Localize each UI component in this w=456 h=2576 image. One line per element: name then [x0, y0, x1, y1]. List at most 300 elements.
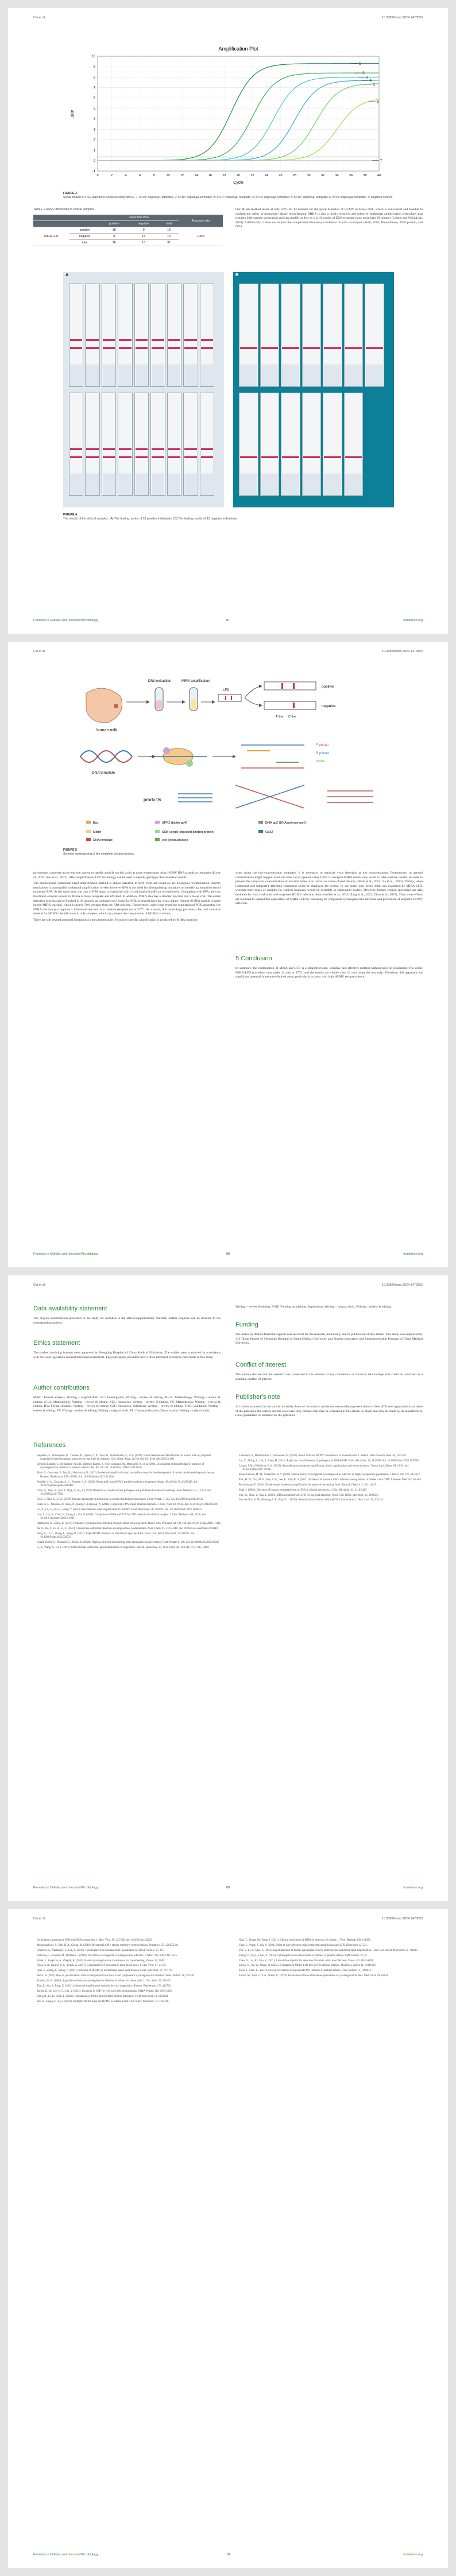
test-line [86, 448, 98, 450]
funding-heading: Funding [235, 1321, 258, 1328]
x-tick-label: 30 [307, 174, 311, 177]
lfd-strip [150, 284, 165, 387]
reference-item: Li, R., Wang, X., Lu, J. (2022). Multi-enzyme isothermal rapid amplification in diagnostics. Microb. Biotechnol. 15, 1812-1820. doi: 10.1111/1751-7915.14001 [37, 1546, 210, 1549]
x-tick-label: 14 [194, 174, 198, 177]
reference-item: Zheng, H., Xu, W., Wang, M. (2023). Evaluation of MIRA-LFD for CMV in clinical samples. Microbiol. Spectr. 11, e0321022. [239, 1964, 376, 1968]
figure-5-caption [63, 848, 393, 856]
lfd-strip [281, 393, 300, 496]
sample-pad [282, 474, 299, 495]
sample-pad [303, 364, 320, 386]
paragraph: The authors declare that the research was conducted in the absence of any commercial or financial relationships that could be construed as a potential conflict of interest. [235, 1373, 423, 1381]
table-head-accuracy: Accuracy rate [179, 215, 223, 227]
table-cell: 18 [100, 240, 128, 246]
lfd-strip [302, 284, 322, 387]
control-line [324, 456, 341, 458]
running-header [33, 1283, 423, 1289]
contributions-continued [235, 1305, 423, 1312]
reference-item: Gu, X., Lu, C., Liu, H., Wang, Y. (2023). Recombinase aided amplification for HCMV. Front. Microbiol. 14, 1128731. doi: 10.3389/fmicb.2023.1128731 [37, 1508, 202, 1511]
sample-pad [86, 474, 98, 495]
figure-3-plot [63, 42, 393, 187]
footer-journal: Frontiers in Cellular and Infection Microbiology [33, 2553, 99, 2556]
reference-item: Zuhair, M., Smit, G. S. A., Wallis, G. (2019). Estimation of the worldwide seroprevalence of cytomegalovirus. Rev. Med. Virol. 29, e2034. [239, 1974, 389, 1978]
x-tick-label: 10 [166, 174, 170, 177]
page-08-left-column [33, 871, 221, 925]
sample-pad [184, 364, 196, 386]
x-tick-label: 2 [110, 174, 113, 177]
legend-item: DNA gp2 (DNA polymerase I) [265, 821, 307, 825]
doi-line: 10.3389/fcimb.2024.1470553 [381, 1917, 423, 1921]
table-head-blank [33, 221, 100, 227]
lfd-strip [85, 284, 99, 387]
table-1 [33, 215, 223, 246]
control-line [103, 456, 115, 458]
x-tick-label: 26 [279, 174, 283, 177]
footer-journal: Frontiers in Cellular and Infection Microbiology [33, 1886, 99, 1890]
paragraph: All claims expressed in this article are solely those of the authors and do not necessarily represent those of their affiliated organizations, or those of the publisher, the editors and the reviewers. Any product that may be evaluated in this article, or claim that may be made by its manufacturer, is not guaranteed or endorsed by the publisher. [235, 1405, 423, 1418]
lfd-strip [69, 393, 83, 496]
figure-5-caption-text: Scheme summarizing of the complete testing process. [63, 852, 135, 856]
control-line [70, 347, 82, 349]
lfd-strips-negative [239, 284, 388, 502]
y-tick-label: 3 [93, 128, 95, 132]
sample-pad [261, 364, 279, 386]
x-tick-label: 24 [264, 174, 269, 177]
x-tick-label: 6 [138, 174, 141, 177]
control-line [86, 456, 98, 458]
test-line [152, 448, 164, 450]
reference-item: Lobato, I. M., O'Sullivan, C. K. (2018). Recombinase polymerase amplification: basics, applications and recent advances. Trends Anal. Chem. 98, 19-35. doi: 10.1016/j.trac.2017.10.015 [239, 1464, 409, 1472]
test-line [201, 339, 213, 341]
y-tick-label: 2 [93, 138, 95, 142]
lfd-strip [69, 284, 83, 387]
x-tick-label: 22 [250, 174, 254, 177]
y-tick-label: 4 [93, 118, 95, 122]
lfd-strip [260, 284, 280, 387]
reference-item: Jiang, B., Li, T., Zhang, L., Wang, R. (2022). Rapid HCMV detection in dried blood spots by RAA. Front. Cell. Infect. Microbiol. 12, 921035. doi: 10.3389/fcimb.2022.921035 [37, 1532, 195, 1539]
footer-site: frontiersin.org [403, 2553, 423, 2556]
x-tick-label: 8 [153, 174, 155, 177]
references-list-right [239, 1454, 423, 1504]
legend-item: SPR2 (biotin-gp4) [162, 821, 187, 825]
control-line [201, 456, 213, 458]
running-header [33, 1917, 423, 1923]
contributions-text [33, 1396, 221, 1415]
sample-pad [324, 364, 341, 386]
positive-label: positive [322, 685, 335, 689]
lfd-strip [85, 393, 99, 496]
x-tick-label: 20 [236, 174, 241, 177]
series-label: 1 [359, 61, 361, 66]
negative-label: negative [322, 704, 336, 708]
test-line [70, 339, 82, 341]
ethics-text [33, 1351, 221, 1361]
sample-pad [70, 364, 82, 386]
control-line [240, 456, 257, 458]
reference-item: Bomfim, S. A., Gonzaga, A. C., Ferreira, C. A. (2020). Breast milk from HCMV positive mothers with preterm infants. PLoS One 15, e0230468. doi: 10.1371/journal.pone.0230468 [37, 1480, 198, 1487]
y-tick-label: 7 [93, 86, 95, 90]
figure-3-label: FIGURE 3 [63, 192, 77, 195]
reference-item: Schleiss, M. R. (2006). Acquisition of human cytomegalovirus infection in infants via breast milk. J. Clin. Virol. 35, 216-221. [37, 1980, 172, 1983]
x-tick-label: 12 [180, 174, 184, 177]
reference-item: Zhang, Y., Li, Q., Chen, X. (2022). Cytomegalovirus in breast milk of mothers of preterm infants. BMC Pediatr. 22, 41. [239, 1954, 368, 1957]
enzyme-complex [149, 747, 207, 767]
paragraph: Our MIRA method reacts at only 37°C for 12 minutes for the quick detection of HCMV in breast milk, which is convenient and feasible to confirm the safety of premature infants' breastfeeding. MIRA is also a highly sensitive and selective isothermal amplification technology that requires little sample preparation and can amplify as few as 1 to 10 copies of DNA template in no more than 20 minutes (Lobato and O'Sullivan, 2018). Additionally, it does not require the complicated laboratory conditions of prior techniques (Shah, 2004; Ricombinase, 2020 protein, and DNA [235, 208, 423, 229]
table-head-total: total [159, 221, 179, 227]
table-row-label: MIRA-LFD [33, 227, 69, 246]
lfd-strip [302, 393, 322, 496]
panel-a-label: A [65, 273, 69, 277]
test-line [119, 339, 131, 341]
amplification-plot-svg [63, 42, 393, 187]
x-tick-label: 40 [377, 174, 381, 177]
chart-title: Amplification Plot [218, 46, 258, 52]
lfd-strip [239, 284, 258, 387]
legend-item: SSB (single-stranded binding protein) [162, 831, 215, 834]
doi-line: 10.3389/fcimb.2024.1470553 [381, 650, 423, 653]
doi-line: 10.3389/fcimb.2024.1470553 [381, 16, 423, 20]
page-07 [8, 8, 448, 634]
x-tick-label: 28 [292, 174, 297, 177]
control-line [136, 347, 148, 349]
sample-pad [136, 474, 148, 495]
data-availability-text [33, 1317, 221, 1327]
lfd-strip [183, 284, 198, 387]
footer-site: frontiersin.org [403, 619, 423, 622]
reference-item: Kurath-Koller, S., Neubauer, C., Resch, B. (2020). Hygiene of breast milk feeding and cytomegalovirus prevention. Front. Pediatr. 8, 586. doi: 10.3389/fped.2020.00586 [37, 1541, 219, 1544]
page-09 [8, 1275, 448, 1901]
lfd-strip [134, 393, 149, 496]
sample-pad [240, 474, 257, 495]
y-tick-label: 8 [93, 76, 95, 80]
y-axis-label: ΔRn [71, 110, 75, 118]
page-footer [33, 2553, 423, 2559]
reference-item: Shah, J. (2004). Detection of human cytomegalovirus by PCR in clinical specimens. J. Clin. Microbiol. 42, 2410-2417. [239, 1488, 368, 1492]
series-label: 2 [362, 71, 365, 76]
positive-strip [264, 682, 316, 690]
control-line [136, 456, 148, 458]
figure-4a-photo [63, 272, 224, 507]
reference-item: Tian, L., Wu, J., Jiang, X. (2021). Isothermal amplification methods for viral diagnostics. Biosens. Bioelectron. 173, 112792. [37, 1985, 172, 1988]
test-line [103, 448, 115, 450]
reference-item: Zhou, J., Chen, L., Yao, X. (2023). Prevention of acquired HCMV infection in preterm infants. Front. Pediatr. 11, 1109834. [239, 1969, 372, 1973]
sample-pad [136, 364, 148, 386]
ethics-heading: Ethics statement [33, 1340, 80, 1347]
table-group-head: Real-time PCR [100, 215, 179, 221]
sample-pad [201, 474, 213, 495]
page-08-right-column [235, 871, 423, 908]
running-header [33, 650, 423, 655]
test-line [136, 339, 148, 341]
x-tick-label: 0 [96, 174, 99, 177]
x-tick-label: 32 [320, 174, 325, 177]
lfd-strips-positive [69, 284, 218, 502]
reference-item: Xiao, T., Zhang, M., Wang, J. (2021). Clinical application of MIRA in detection of viruses. J. Virol. Methods 290, 114063. [239, 1939, 371, 1942]
reference-item: Jia, X., Hu, Y., Li, H., Li, Z. (2023). Closed-tube isothermal detection avoiding aerosol contamination. Anal. Chem. 95, 2103-2110. doi: 10.1021/acs.analchem.2c04418 [37, 1527, 218, 1530]
reference-item: Pathirana, J., Groome, M., Dorfman, J. (2019). Prevalence of congenital cytomegalovirus infection. J. Infect. Dis. 220, 1417-1425. [37, 1954, 178, 1957]
products-label: products [144, 797, 161, 802]
data-availability-heading: Data availability statement [33, 1305, 107, 1312]
running-author: Cai et al. [33, 16, 46, 20]
footer-site: frontiersin.org [403, 1252, 423, 1256]
sample-pad [152, 364, 164, 386]
breast-icon [86, 688, 122, 723]
dna-template-label: DNA template [92, 771, 115, 775]
reference-item: Mussi-Pinhata, M. M., Yamamoto, A. Y. (2020). Natural history of congenital cytomegalovirus infection in highly seropositive populations. J. Infect. Dis. 221, S15-S22. [239, 1473, 420, 1476]
table-cell: negative [69, 234, 100, 240]
reference-item: Turner, K. M., Lee, H. C., Lin, Y. (2014). Incidence of CMV in very low birth weight infants. JAMA Pediatr. 168, 1054-1062. [37, 1989, 173, 1993]
table-cell: 18 [100, 227, 128, 234]
table-cell: 13 [129, 240, 159, 246]
control-line [282, 456, 299, 458]
series-label: 5 [373, 82, 376, 87]
r-primer-label: R primer [316, 752, 330, 755]
test-line [168, 448, 180, 450]
reference-item: Zhao, N., Liu, K., Guo, Y. (2021). Lateral flow dipstick for detection of nucleic acids. Anal. Bioanal. Chem. 413, 6831-6839. [239, 1959, 374, 1962]
paragraph: The multienzyme isothermal rapid amplification method is almost identical to RPA; both are based on the biological recombination enzyme mechanism to accomplish isothermal amplification or else; however RPA is not ideal for distinguishing mutations or identifying mutations based on nested RPA. At the same time, the cost of RPA assay is expensive which could make it difficult to implement. Comparing with RPA, the cost functional enzyme system in MIRA is more complete and efficient. In addition, MIRA also has a steadier reaction and a lower cost. The entire detection process can be finished in 30 minutes as compared to 2 hours for PCR or several days for virus culture. Almost 96 RPA sample is spent on the MIRA reaction, which is nearly 50% cheaper than the RPA reaction. Furthermore, rather than requiring sophisticated PCR apparatus, the MIRA reaction just requires a 15-minute reaction at a constant temperature of 37°C. As a result, this technology provides a fast and sensitive method for HCMV identification in milk samples, which can prevent the transmission of HCMV to infants. [33, 882, 221, 916]
t-line-label: T line [276, 715, 284, 719]
table-cell: 18 [159, 227, 179, 234]
lfd-strip [183, 393, 198, 496]
control-line [103, 347, 115, 349]
legend-item: DNA template [93, 839, 113, 842]
table-cell: 31 [159, 240, 179, 246]
page-footer [33, 1252, 423, 1258]
table-cell: 13 [159, 234, 179, 240]
reference-item: Liu, Y., Zhang, Z., Liu, S., Chen, H. (2023). Rapid and visual detection of pathogens by MIRA-LFD. Front. Microbiol. 14, 1120583. doi: 10.3389/fmicb.2023.1120583 [239, 1459, 419, 1462]
test-line [184, 339, 196, 341]
page-number: 09 [226, 1886, 230, 1890]
lfd-strip [365, 284, 384, 387]
test-line [168, 339, 180, 341]
publisher-note-heading: Publisher's note [235, 1394, 280, 1400]
reference-item: Bajpalkar, S., Shinnapadu, K., Thomas, M., Symer, C. P., Ghos, D., Shashikumar, S., et al. (2022). Visual detection and identification of human milk by proposed quantitative high-throughput protocols on real scale-up isolation. Clin. Infect. Asian. 28:5-8. doi: 10.1016/j.cidi.2022.01.001 [37, 1454, 211, 1461]
reference-item: Resch, B. (2022). How to provide breast milk for the preterm infant and avoid symptomatic cytomegalovirus infection. Front. Pediatr. 10, 935436. [37, 1974, 195, 1978]
table-head-negative: negative [129, 221, 159, 227]
lfd-strip [118, 284, 132, 387]
reference-item: Park, H. W., Cho, M. H., Bae, S. H., Lee, R., Kim, K. S. (2021). Incidence of postnatal CMV infection among infants of mothers with CMV. J. Korean Med. Sci. 36, e84. [239, 1478, 422, 1481]
sample-pad [152, 474, 164, 495]
control-line [261, 347, 279, 349]
reference-item: Van den Bos, R. M., Henning, S. P., Waal, F. J. (2019). Pasteurization of donor milk and CMV inactivation. J. Hum. Lact. 35, 104-112. [239, 1499, 384, 1502]
series-label: 3 [366, 75, 368, 80]
control-line [70, 456, 82, 458]
control-line [119, 456, 131, 458]
reference-item: Ricombinase, F. (2020). Protein-based isothermal amplification for point-of-care testing. Anal. Bioanal. Chem. 412, 4211-4219. [239, 1483, 377, 1487]
sample-pad [282, 364, 299, 386]
f-primer-label: F primer [316, 744, 329, 747]
scheme-svg [63, 670, 393, 843]
sample-pad [324, 474, 341, 495]
test-line [201, 448, 213, 450]
test-line [136, 448, 148, 450]
sample-pad [103, 474, 115, 495]
table-row [33, 227, 223, 234]
reference-item: Lisiewska, S., Mandemaker, J., Verhoeven, M. (2023). Breast milk and HCMV transmission in neonatal units. J. Matern. Fetal Neonatal Med. 36, 2143210. [239, 1454, 407, 1457]
test-line [184, 448, 196, 450]
dna-helix-icon [80, 751, 132, 762]
lfd-strip [260, 393, 280, 496]
lfd-strip [134, 284, 149, 387]
lfd-strip [323, 393, 342, 496]
x-tick-label: 18 [222, 174, 226, 177]
probe-label: probe [316, 760, 325, 763]
reference-item: Piatek, J., Kasprzak, A., Olejnik, K. (2020). Human cytomegalovirus transmission via breastfeeding. Viruses 12, 1240. [37, 1959, 165, 1962]
page-07-body-text [235, 208, 423, 231]
control-line [345, 456, 362, 458]
paragraph: when using the low-concentration templates. It is necessary to optimize virus detection at low concentrations. Furthermore, as aerosol contamination might happen when the tube cap is opened, using LFDs to interpret MIRA results may result in false positive results. In order to prevent the carry-over contamination of reaction tubes, it is crucial to create closed devices (Bhati et al., 2022; Jia et al., 2023). Thirdly, when isothermal and integrated detecting equipment could be employed for testing. In our study, only breast milk was examined by MIRA-LFD, whereas other types of samples for clinical diagnosis would be desirable in subsequent studies. However, further clinical specimens are also desirable for both confirmed and suspected HCMV infection detection (Wu et al., 2023; Jiang et al., 2022; Zhou et al., 2023). Thus, more efforts are required to expand this application of MIRA-LFD by screening for congenital cytomegalovirus infection and prevention of acquired HCMV infection. [235, 871, 423, 906]
page-number: 07 [226, 619, 230, 622]
control-line [345, 347, 362, 349]
reference-item: for multiplex quantitative PCR and qPCR comparison. J. Med. Virol. 89, 322-329. doi: 10.1002/jmv.24622 [37, 1939, 152, 1942]
table-corner [33, 215, 100, 221]
page-08 [8, 642, 448, 1267]
paragraph: The author(s) declare financial support was received for the research, authorship, and/or publication of this article. This study was supported by 345 Talent Project of Shengjing Hospital of China Medical University and Student Innovation and Entrepreneurship Program of China Medical University. [235, 1333, 423, 1345]
conflict-heading: Conflict of interest [235, 1361, 287, 1368]
figure-4b-photo [233, 272, 394, 507]
table-cell: positive [69, 227, 100, 234]
paragraph: Writing – review & editing. T-QF: Funding acquisition, Supervision, Writing – original draft, Writing – review & editing. [235, 1305, 392, 1309]
reference-item: Chen, H., Zhao, Z., Sun, J., Tang, J., Liu, Y. (2023). Detection of coastal nuclear pathogens using MIRA in low-resource settings. Anal. Methods 15, 112-121. doi: 10.1039/d2ay01778a [37, 1489, 212, 1496]
lfd-strip [167, 393, 181, 496]
sample-pad [240, 364, 257, 386]
y-tick-label: 6 [93, 96, 95, 100]
tube-icon [155, 688, 163, 711]
panel-b-label: B [235, 273, 239, 277]
control-line [152, 456, 164, 458]
control-line [282, 347, 299, 349]
legend-item: exo (exonuclease) [162, 839, 188, 842]
lfd-strip [200, 284, 214, 387]
y-tick-label: 9 [93, 65, 95, 69]
sample-pad [119, 364, 131, 386]
conflict-text [235, 1373, 423, 1383]
paragraph: polymerase cooperate in the reaction system to rapidly amplify nucleic acids at room temperature using HCMV DNA strands as templates (Liu et al., 2023; Sun et al., 2023). After amplification, LFD technology can be used to rapidly genotype clear detection results. [33, 871, 221, 879]
control-line [366, 347, 383, 349]
sample-pad [119, 474, 131, 495]
c-line-label: C line [288, 715, 297, 719]
paragraph: The original contributions presented in the study are included in the article/supplementary material; further inquiries can be directed to the corresponding authors. [33, 1317, 221, 1325]
x-tick-label: 16 [208, 174, 212, 177]
reference-item: Yang, S., Wang, J., Liu, Y. (2022). Point-of-care detection using isothermal amplification and LFD. Biosensors 12, 521. [239, 1943, 368, 1947]
footer-site: frontiersin.org [403, 1886, 423, 1890]
references-list-left [37, 1454, 221, 1551]
paragraph: M-HC: Formal analysis, Writing – original draft. XG: Investigation, Writing – review & editing. M-LR: Methodology, Writing – review & editing. JJ-LL: Methodology, Writing – review & editing. XZL: Resources, Writing – review & editing. YG: Methodology, Writing – review & editing. DW: Formal analysis, Writing – review & editing. CSF: Resources, Validation, Writing – review & editing. Y-ZC: Validation, Writing – review & editing. FT: Writing – review & editing, Writing – original draft. TL: Conceptualization, Data curation, Writing – original draft, [33, 1396, 221, 1413]
legend-item: Bsu [93, 821, 99, 825]
reference-item: Sun, M., Zhao, Y., Hao, L. (2023). MIRA combined with LFD for fast viral detection. Front. Cell. Infect. Microbiol. 13, 1109321. [239, 1493, 379, 1497]
mira-label: MIRA amplification [181, 680, 210, 683]
paragraph: There are still several potential limitations in the present study. First, non-specific amplification is produced by MIRA reactions [33, 918, 198, 922]
x-tick-label: 38 [363, 174, 367, 177]
control-line [303, 456, 320, 458]
figure-4-caption-text: The results of the clinical samples. (A) The testing results of 18 positive individuals. (B) The testing results of 13 negative individuals. [63, 517, 238, 521]
reference-item: Wu, X., Zhang, C., Li, S. (2023). Multiplex MIRA assay for HCMV in infants. Front. Cell. Infect. Microbiol. 13, 1192210. [37, 2000, 169, 2003]
series-label: 4 [369, 79, 372, 83]
human-milk-label: human milk [96, 728, 117, 732]
reference-item: Dick, J., Qian, Y., Li, X. (2019). Human cytomegalovirus infection in breast-milk fed preterm infants. Front. Pediatr. 7, 112. doi: 10.3389/fped.2019.00112 [37, 1498, 204, 1501]
control-line [119, 347, 131, 349]
sample-pad [345, 364, 362, 386]
series-label: 7 [380, 158, 382, 163]
page-number: 08 [226, 1252, 230, 1256]
tube-icon [190, 688, 198, 711]
lfd-strip [102, 284, 116, 387]
sample-pad [168, 474, 180, 495]
figure-4-label: FIGURE 4 [63, 513, 77, 517]
lfd-strip [118, 393, 132, 496]
test-line [152, 339, 164, 341]
x-axis-label: Cycle [233, 181, 244, 185]
lfd-strip [344, 284, 364, 387]
y-tick-label: -1 [92, 170, 95, 173]
page-number: 10 [226, 2553, 230, 2556]
test-line [86, 339, 98, 341]
table-head-positive: positive [100, 221, 128, 227]
reference-item: Prusa, A. R., Kasper, D. C., Pollak, A. (2017). Congenital CMV screening in dried blood spots. J. Clin. Virol. 87, 24-29. [37, 1964, 166, 1968]
figure-5-label: FIGURE 5 [63, 848, 77, 852]
page-10 [8, 1909, 448, 2568]
legend-item: Mildin [93, 831, 102, 834]
contributions-heading: Author contributions [33, 1384, 90, 1391]
running-author: Cai et al. [33, 1917, 46, 1921]
table-cell: 0 [100, 234, 128, 240]
negative-strip [264, 701, 316, 709]
control-line [168, 456, 180, 458]
y-tick-label: 5 [93, 107, 95, 111]
lfd-strip [344, 393, 364, 496]
running-author: Cai et al. [33, 1283, 46, 1287]
lfd-icon [218, 695, 241, 701]
reference-item: Yue, S., Li, Y., Qiao, Z. (2021). Rapid detection of human cytomegalovirus by multienzyme isothermal rapid amplification. Front. Cell. Infect. Microbiol. 11, 734208. [239, 1949, 418, 1952]
figure-5-scheme [63, 670, 393, 843]
funding-text [235, 1333, 423, 1348]
reference-item: Wang, H., Li, R., Chen, L. (2022). Comparison of MIRA and qPCR for clinical pathogens. Front. Microbiol. 13, 1062344. [37, 1995, 169, 1998]
references-heading: References [33, 1442, 66, 1449]
footer-journal: Frontiers in Cellular and Infection Microbiology [33, 1252, 99, 1256]
series-label: 6 [376, 99, 379, 104]
lfd-strip [102, 393, 116, 496]
reference-item: Mukhopadhyay, S., Bell, D. A., Cheng, M. (2016). Breast milk CMV among extremely preterm infants. Pediatrics 137, e20152546. [37, 1943, 179, 1947]
reference-item: Bermejo-Lourido, S., Hernandez-Vara, R., Jiménez-Ramos, J., Arce-Gonzalez, M., Mascarelli, A., et al. (2021). Assessment of breastfeeding in presence of cytomegalovirus infection in preterm. Pediatr. Res. 89, 1-8. doi: 10.1038/s41390-021-01423-6 [37, 1463, 204, 1470]
table-1-caption: TABLE 1 HCMV detections in clinical samples. [33, 208, 95, 211]
test-line [70, 448, 82, 450]
control-line [152, 347, 164, 349]
lfd-strip [167, 284, 181, 387]
running-author: Cai et al. [33, 650, 46, 653]
doi-line: 10.3389/fcimb.2024.1470553 [381, 1283, 423, 1287]
figure-3-caption [63, 192, 393, 200]
publisher-note-text [235, 1405, 423, 1420]
reference-item: Bhati, S., Goswamy, P., Jain, K., Shrivastava, R. (2022). Isothermal amplification and lateral-flow assay for the development of nucleic acid-based diagnostic assays. Biosens. Bioelectron. 195, 113604. doi: 10.1016/j.bios.2022.113604 [37, 1472, 215, 1479]
x-tick-label: 36 [349, 174, 353, 177]
sample-pad [70, 474, 82, 495]
lfd-label: LFD [223, 689, 230, 692]
y-tick-label: 0 [93, 159, 95, 163]
conclusion-heading: 5 Conclusion [235, 955, 272, 962]
conclusion-text [235, 967, 423, 981]
reference-item: Omarova, A., Nurbakhyt, S., Lee, B. (2018). Cytomegalovirus in human milk: quantitation by qPCR. Virol. J. 15, 171. [37, 1949, 165, 1952]
control-line [240, 347, 257, 349]
control-line [184, 347, 196, 349]
test-line [119, 448, 131, 450]
y-tick-label: 10 [91, 55, 95, 59]
lfd-strip [150, 393, 165, 496]
lfd-strip [239, 393, 258, 496]
table-cell: 0 [129, 227, 159, 234]
x-tick-label: 34 [335, 174, 339, 177]
paragraph: In summary, the combination of MIRA and LFD is a straightforward, sensitive and effective method without specific equipment. The whole MIRA-LFD procedure only takes 12 min at 37°C, and the results are visible after 10 min using the test strip. Therefore, this approach has significant potential in resource-limited areas, particularly in areas with high HCMV seroprevalence. [235, 967, 423, 979]
sample-pad [168, 364, 180, 386]
reference-item: Dunn, A. L., Stephens, P., Shaw, N., Hardy, J., Ferguson, W. (2016). Congenital CMV: rapid detection methods. J. Clin. Virol. 83, 39-45. doi: 10.1016/j.jcv.2016.08.301 [37, 1503, 218, 1506]
